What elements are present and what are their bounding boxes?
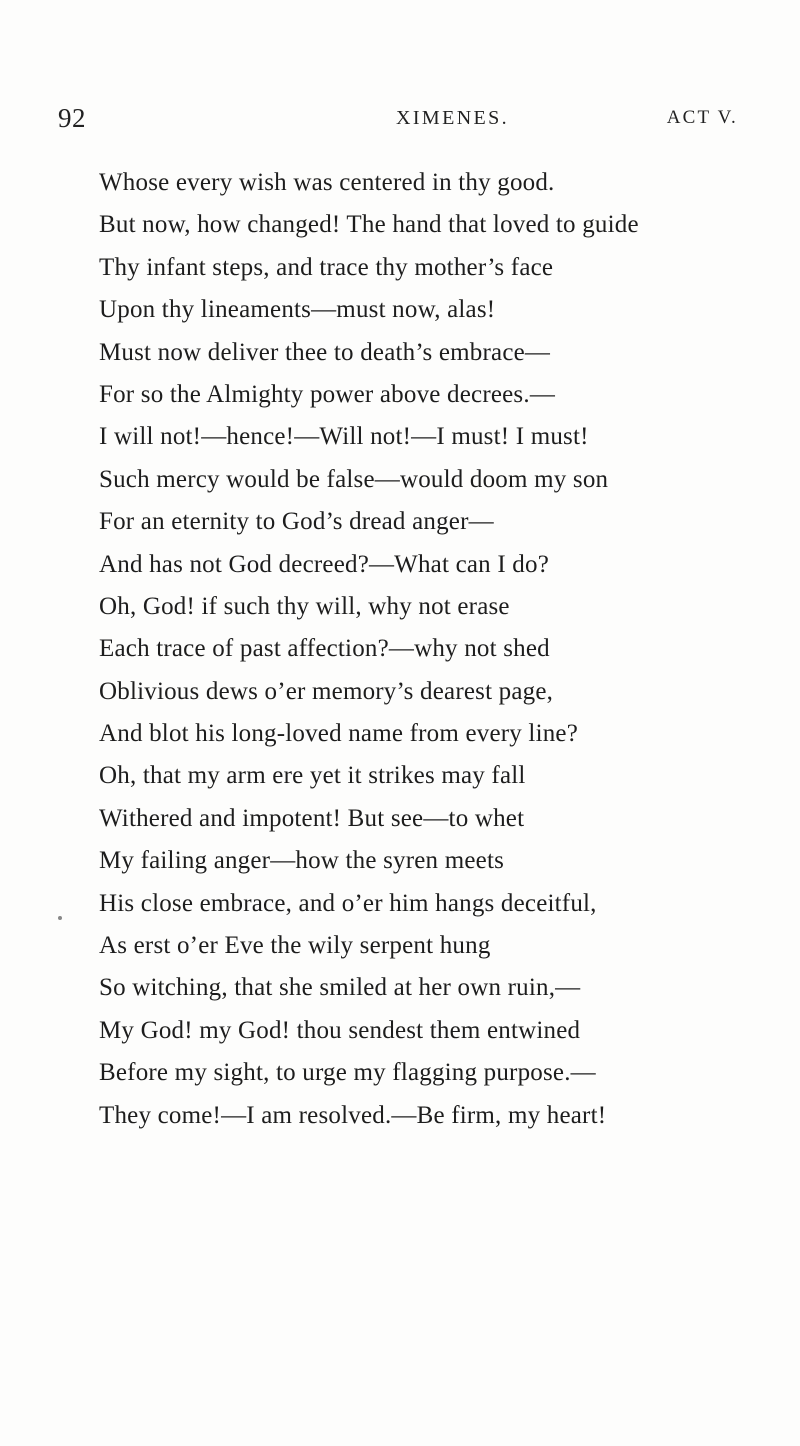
running-head [58,100,738,136]
verse-line: For an eternity to God’s dread anger— [99,508,494,536]
verse-line: Withered and impotent! But see—to whet [99,804,525,832]
verse-line: Oh, that my arm ere yet it strikes may fall [99,762,526,790]
verse-passage [99,162,639,1137]
verse-line: Whose every wish was centered in thy good. [99,169,555,196]
verse-line: Must now deliver thee to death’s embrace— [99,338,551,366]
verse-line: And blot his long-loved name from every line? [99,720,579,748]
page-number: 92 [58,103,86,133]
verse-line: His close embrace, and o’er him hangs deceitful, [99,889,597,917]
verse-line: Such mercy would be false—would doom my son [99,465,609,493]
verse-line: They come!—I am resolved.—Be firm, my heart! [99,1101,607,1129]
verse-line: My God! my God! thou sendest them entwined [99,1016,581,1044]
running-title: XIMENES. [396,107,510,129]
verse-line: Oblivious dews o’er memory’s dearest page, [99,677,554,705]
paper-speck [58,916,62,920]
verse-line: Before my sight, to urge my flagging purpose.— [99,1059,596,1087]
verse-line: For so the Almighty power above decrees.— [99,380,556,408]
verse-line: Each trace of past affection?—why not shed [99,635,550,663]
verse-line: But now, how changed! The hand that loved to guide [99,211,639,239]
verse-line: My failing anger—how the syren meets [99,847,505,875]
verse-line: As erst o’er Eve the wily serpent hung [99,932,491,960]
verse-line: Thy infant steps, and trace thy mother’s face [99,253,554,281]
verse-line: Oh, God! if such thy will, why not erase [99,592,510,620]
verse-line: So witching, that she smiled at her own ruin,— [99,974,581,1002]
verse-line: Upon thy lineaments—must now, alas! [99,296,496,324]
act-label: ACT V. [666,107,738,128]
verse-line: I will not!—hence!—Will not!—I must! I must! [99,423,589,451]
verse-line: And has not God decreed?—What can I do? [99,550,549,578]
